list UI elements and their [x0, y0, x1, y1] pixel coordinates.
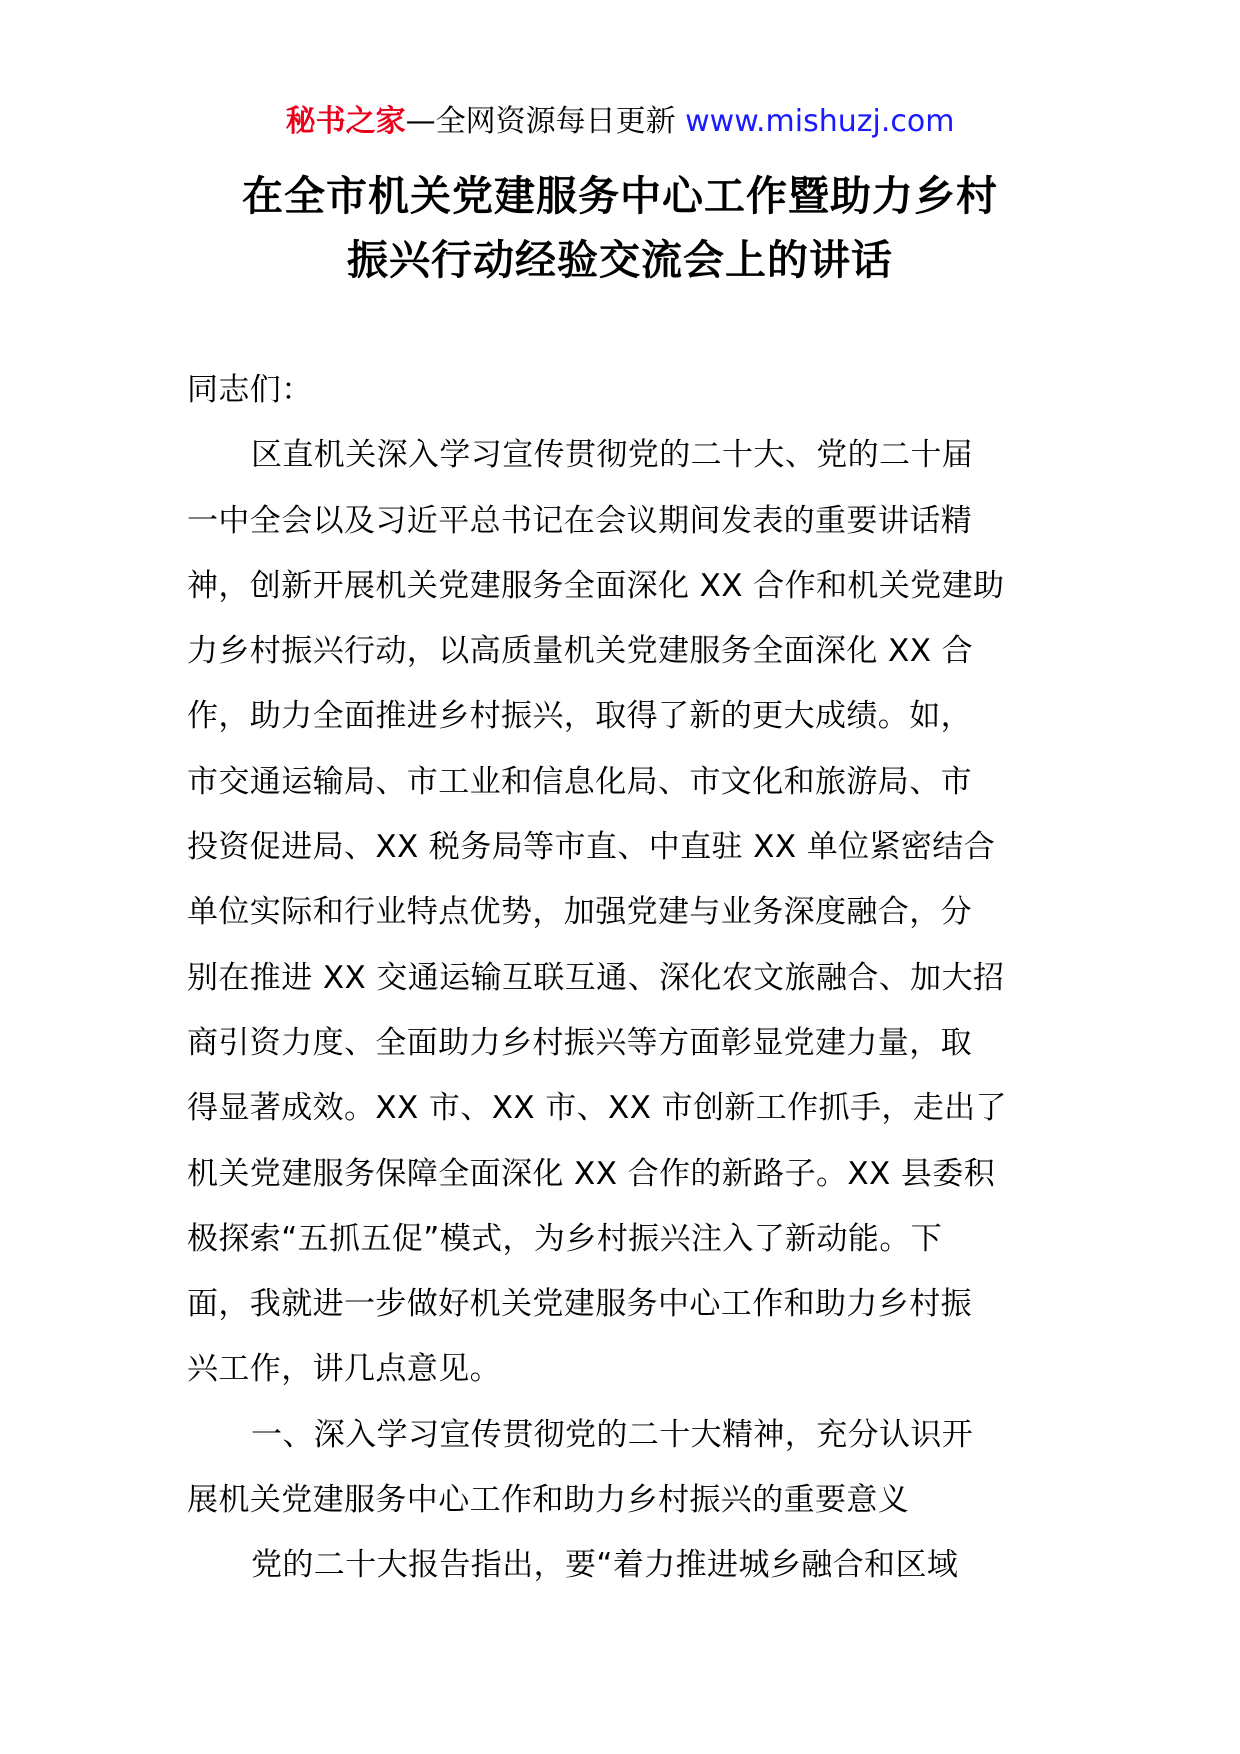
document-body	[187, 358, 1053, 1599]
site-header	[0, 102, 1240, 142]
body-line: 一中全会以及习近平总书记在会议期间发表的重要讲话精	[187, 502, 972, 539]
section-heading: 一、深入学习宣传贯彻党的二十大精神，充分认识开	[251, 1416, 974, 1453]
salutation: 同志们：	[187, 372, 313, 408]
body-line: 极探索“五抓五促”模式，为乡村振兴注入了新动能。下	[187, 1220, 943, 1257]
body-line: 市交通运输局、市工业和信息化局、市文化和旅游局、市	[187, 763, 972, 800]
body-line: 区直机关深入学习宣传贯彻党的二十大、党的二十届	[251, 437, 974, 474]
body-line: 机关党建服务保障全面深化 XX 合作的新路子。XX 县委积	[187, 1155, 996, 1192]
site-slogan: —全网资源每日更新	[405, 104, 686, 139]
body-line: 单位实际和行业特点优势，加强党建与业务深度融合，分	[187, 894, 972, 931]
site-brand: 秘书之家	[285, 104, 406, 139]
body-line: 投资促进局、XX 税务局等市直、中直驻 XX 单位紧密结合	[187, 829, 996, 866]
body-line: 作，助力全面推进乡村振兴，取得了新的更大成绩。如，	[187, 698, 972, 735]
title-line-2: 振兴行动经验交流会上的讲话	[347, 236, 893, 284]
body-line: 商引资力度、全面助力乡村振兴等方面彰显党建力量，取	[187, 1024, 972, 1061]
body-line: 党的二十大报告指出，要“着力推进城乡融合和区域	[251, 1547, 959, 1584]
title-line-1: 在全市机关党建服务中心工作暨助力乡村	[242, 172, 998, 220]
site-url-link[interactable]: www.mishuzj.com	[685, 104, 955, 139]
body-line: 兴工作，讲几点意见。	[187, 1351, 501, 1388]
body-line: 面，我就进一步做好机关党建服务中心工作和助力乡村振	[187, 1286, 972, 1323]
document-title	[150, 164, 1090, 292]
body-line: 力乡村振兴行动，以高质量机关党建服务全面深化 XX 合	[187, 633, 973, 670]
section-heading: 展机关党建服务中心工作和助力乡村振兴的重要意义	[187, 1482, 910, 1519]
body-line: 得显著成效。XX 市、XX 市、XX 市创新工作抓手，走出了	[187, 1090, 1007, 1127]
body-line: 神，创新开展机关党建服务全面深化 XX 合作和机关党建助	[187, 567, 1005, 604]
body-line: 别在推进 XX 交通运输互联互通、深化农文旅融合、加大招	[187, 959, 1005, 996]
